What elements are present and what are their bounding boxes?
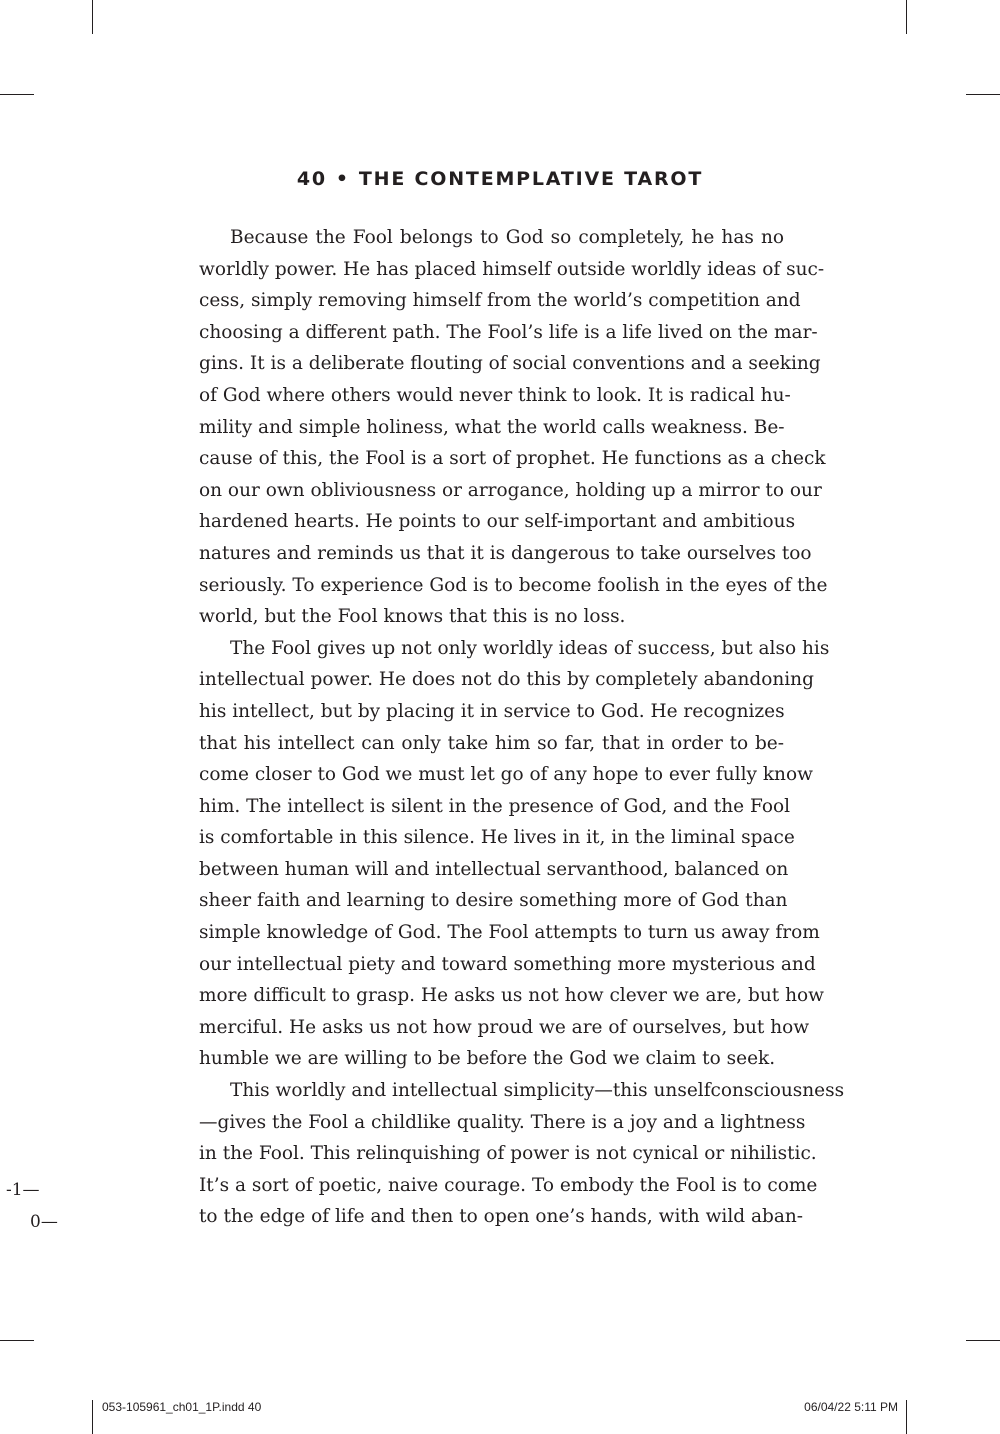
text-line: more difficult to grasp. He asks us not how clever we are, but how: [199, 985, 824, 1007]
running-head: [0, 168, 1000, 190]
text-line: —gives the Fool a childlike quality. There is a joy and a lightness: [199, 1111, 806, 1133]
separator-bullet: •: [335, 168, 350, 190]
text-line: simple knowledge of God. The Fool attempts to turn us away from: [199, 922, 820, 944]
crop-mark-top-left: [92, 0, 93, 34]
text-line: seriously. To experience God is to become foolish in the eyes of the: [199, 574, 828, 596]
page-number: 40: [296, 168, 327, 190]
text-line: It’s a sort of poetic, naive courage. To embody the Fool is to come: [199, 1174, 818, 1196]
paragraph-1: [199, 222, 828, 633]
text-line: on our own obliviousness or arrogance, holding up a mirror to our: [199, 479, 822, 501]
crop-mark-right-upper: [966, 94, 1000, 95]
text-line: in the Fool. This relinquishing of power is not cynical or nihilistic.: [199, 1143, 817, 1165]
book-title: THE CONTEMPLATIVE TAROT: [358, 168, 704, 190]
text-line: him. The intellect is silent in the presence of God, and the Fool: [199, 795, 791, 817]
text-line: between human will and intellectual servanthood, balanced on: [199, 858, 789, 880]
text-line: of God where others would never think to look. It is radical hu-: [199, 384, 791, 406]
text-line: is comfortable in this silence. He lives in it, in the liminal space: [199, 827, 795, 849]
text-line: mility and simple holiness, what the world calls weakness. Be-: [199, 416, 785, 438]
text-line: our intellectual piety and toward something more mysterious and: [199, 953, 816, 975]
crop-mark-bottom-right: [906, 1400, 907, 1434]
text-line: gins. It is a deliberate flouting of social conventions and a seeking: [199, 353, 821, 375]
text-line: cause of this, the Fool is a sort of prophet. He functions as a check: [199, 448, 826, 470]
text-line: merciful. He asks us not how proud we are of ourselves, but how: [199, 1016, 810, 1038]
text-line: intellectual power. He does not do this by completely abandoning: [199, 669, 814, 691]
text-line: that his intellect can only take him so far, that in order to be-: [199, 732, 784, 754]
text-line: to the edge of life and then to open one’s hands, with wild aban-: [199, 1206, 804, 1228]
text-line: come closer to God we must let go of any hope to ever fully know: [199, 764, 813, 786]
text-line: choosing a different path. The Fool’s life is a life lived on the mar-: [199, 321, 818, 343]
margin-marker-zero: 0—: [30, 1212, 58, 1232]
text-line: This worldly and intellectual simplicity—this unselfconsciousness: [230, 1080, 845, 1102]
body-text: [199, 222, 845, 1233]
text-line: sheer faith and learning to desire something more of God than: [199, 890, 788, 912]
text-line: world, but the Fool knows that this is no loss.: [199, 606, 626, 628]
text-line: cess, simply removing himself from the world’s competition and: [199, 290, 801, 312]
text-line: worldly power. He has placed himself outside worldly ideas of suc-: [199, 258, 825, 280]
crop-mark-left-lower: [0, 1340, 34, 1341]
text-line: his intellect, but by placing it in service to God. He recognizes: [199, 700, 785, 722]
crop-mark-right-lower: [966, 1340, 1000, 1341]
crop-mark-bottom-left: [92, 1400, 93, 1434]
paragraph-3: [199, 1075, 845, 1233]
paragraph-2: [199, 633, 830, 1075]
margin-marker-minus-one: -1—: [6, 1180, 40, 1200]
slug-file-name: 053-105961_ch01_1P.indd 40: [102, 1400, 262, 1414]
crop-mark-top-right: [906, 0, 907, 34]
text-line: The Fool gives up not only worldly ideas of success, but also his: [230, 637, 830, 659]
text-line: hardened hearts. He points to our self-important and ambitious: [199, 511, 796, 533]
text-line: Because the Fool belongs to God so completely, he has no: [230, 227, 784, 248]
text-line: humble we are willing to be before the God we claim to seek.: [199, 1048, 776, 1070]
text-line: natures and reminds us that it is dangerous to take ourselves too: [199, 542, 812, 564]
slug-date-time: 06/04/22 5:11 PM: [804, 1400, 898, 1414]
crop-mark-left-upper: [0, 94, 34, 95]
